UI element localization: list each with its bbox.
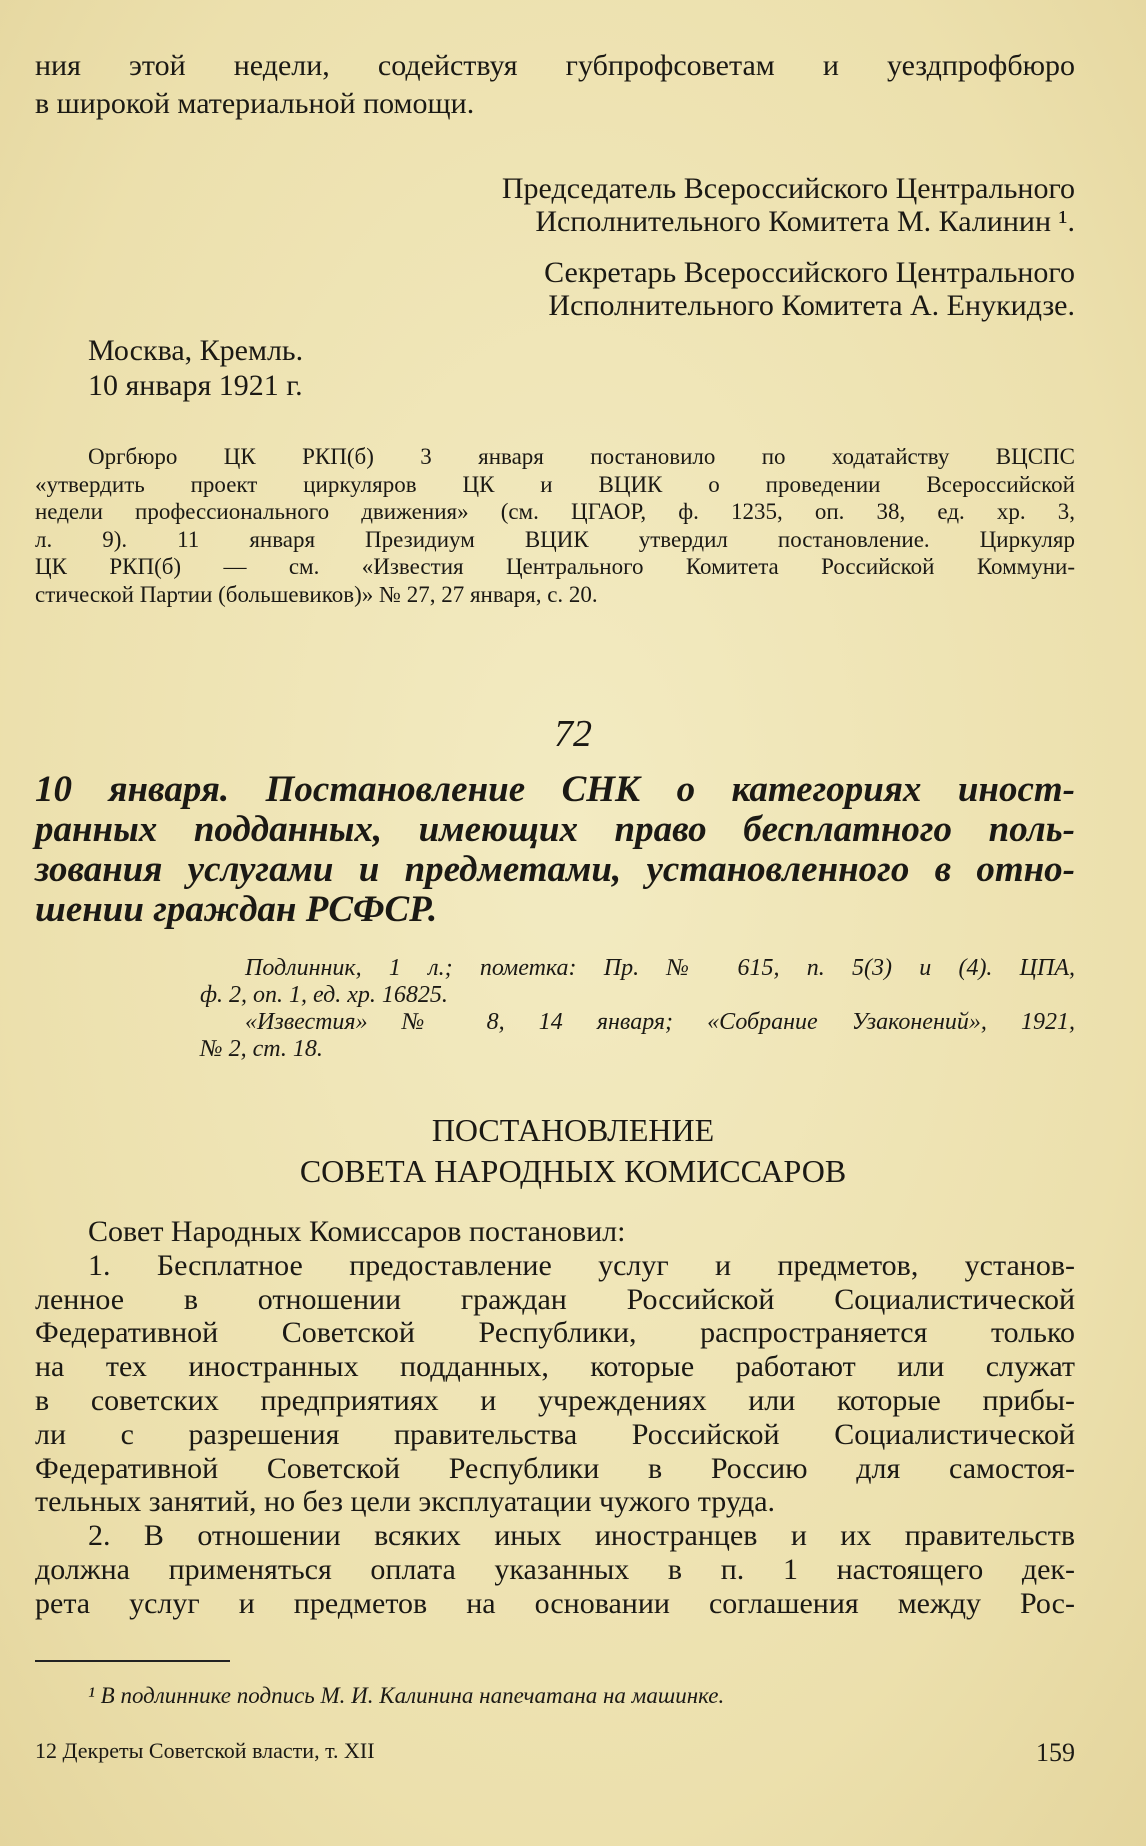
document-number: 72 — [554, 713, 592, 755]
text-line: зования услугами и предметами, установленного в отно- — [35, 849, 1075, 890]
text-line: на тех иностранных подданных, которые работают или служат — [35, 1350, 1075, 1384]
text-line: 10 января 1921 г. — [88, 369, 303, 402]
decree-title — [0, 1110, 1146, 1192]
text-line: Совет Народных Комиссаров постановил: — [88, 1215, 626, 1248]
top-paragraph — [35, 47, 1075, 123]
text-line: ли с разрешения правительства Российской Социалистической — [35, 1417, 1075, 1451]
text-line: «утвердить проект циркуляров ЦК и ВЦИК о проведении Всероссийской — [35, 471, 1075, 497]
text-line: «Известия» № 8, 14 января; «Собрание Узаконений», 1921, — [245, 1009, 1075, 1035]
text-line: ранных подданных, имеющих право бесплатного поль- — [35, 809, 1075, 850]
signature-secretary — [350, 256, 1075, 322]
decree-text — [35, 1215, 1075, 1621]
text-line: тельных занятий, но без цели эксплуатации чужого труда. — [35, 1485, 776, 1519]
text-line: Федеративной Советской Республики в Россию для самостоя- — [35, 1451, 1075, 1485]
text-line: 2. В отношении всяких иных иностранцев и их правительств — [88, 1519, 1075, 1553]
text-line: Исполнительного Комитета А. Енукидзе. — [548, 289, 1075, 322]
text-line: Москва, Кремль. — [88, 334, 304, 367]
text-line: СОВЕТА НАРОДНЫХ КОМИССАРОВ — [299, 1153, 847, 1189]
signature-mark: 12 Декреты Советской власти, т. XII — [35, 1738, 375, 1763]
text-line: л. 9). 11 января Президиум ВЦИК утвердил постановление. Циркуляр — [35, 526, 1075, 552]
text-line: в советских предприятиях и учреждениях или которые прибы- — [35, 1383, 1075, 1417]
text-line: № 2, ст. 18. — [200, 1036, 323, 1062]
text-line: недели профессионального движения» (см. ЦГАОР, ф. 1235, оп. 38, ед. хр. 3, — [35, 499, 1075, 525]
editorial-note — [35, 443, 1075, 609]
text-line: Федеративной Советской Республики, распространяется только — [35, 1316, 1075, 1350]
footnote-divider — [35, 1660, 230, 1662]
page-number: 159 — [1036, 1738, 1075, 1767]
text-line: ленное в отношении граждан Российской Социалистической — [35, 1282, 1075, 1316]
text-line: Исполнительного Комитета М. Калинин ¹. — [535, 205, 1075, 238]
document-heading — [35, 770, 1075, 930]
signature-chairman — [350, 172, 1075, 238]
text-line: Секретарь Всероссийского Центрального — [544, 256, 1075, 289]
archival-sources — [200, 955, 1075, 1063]
text-line: ф. 2, оп. 1, ед. хр. 16825. — [200, 982, 448, 1008]
text-line: ния этой недели, содействуя губпрофсоветам и уездпрофбюро — [35, 49, 1075, 82]
text-line: стической Партии (большевиков)» № 27, 27 января, с. 20. — [35, 581, 598, 607]
text-line: в широкой материальной помощи. — [35, 87, 475, 120]
text-line: ЦК РКП(б) — см. «Известия Центрального Комитета Российской Коммуни- — [35, 554, 1075, 580]
text-line: Оргбюро ЦК РКП(б) 3 января постановило по ходатайству ВЦСПС — [88, 444, 1075, 469]
text-line: 10 января. Постановление СНК о категориях иност- — [35, 769, 1075, 810]
text-line: шении граждан РСФСР. — [35, 889, 438, 930]
page-footer — [35, 1738, 1075, 1768]
place-date — [88, 333, 303, 403]
text-line: 1. Бесплатное предоставление услуг и предметов, установ- — [88, 1248, 1075, 1282]
text-line: Подлинник, 1 л.; пометка: Пр. № 615, п. 5(3) и (4). ЦПА, — [245, 955, 1075, 981]
footnote: ¹ В подлиннике подпись М. И. Калинина напечатана на машинке. — [88, 1683, 725, 1708]
text-line: должна применяться оплата указанных в п. 1 настоящего дек- — [35, 1552, 1075, 1586]
text-line: ПОСТАНОВЛЕНИЕ — [431, 1112, 715, 1148]
text-line: Председатель Всероссийского Центрального — [501, 172, 1075, 205]
text-line: рета услуг и предметов на основании соглашения между Рос- — [35, 1586, 1075, 1620]
